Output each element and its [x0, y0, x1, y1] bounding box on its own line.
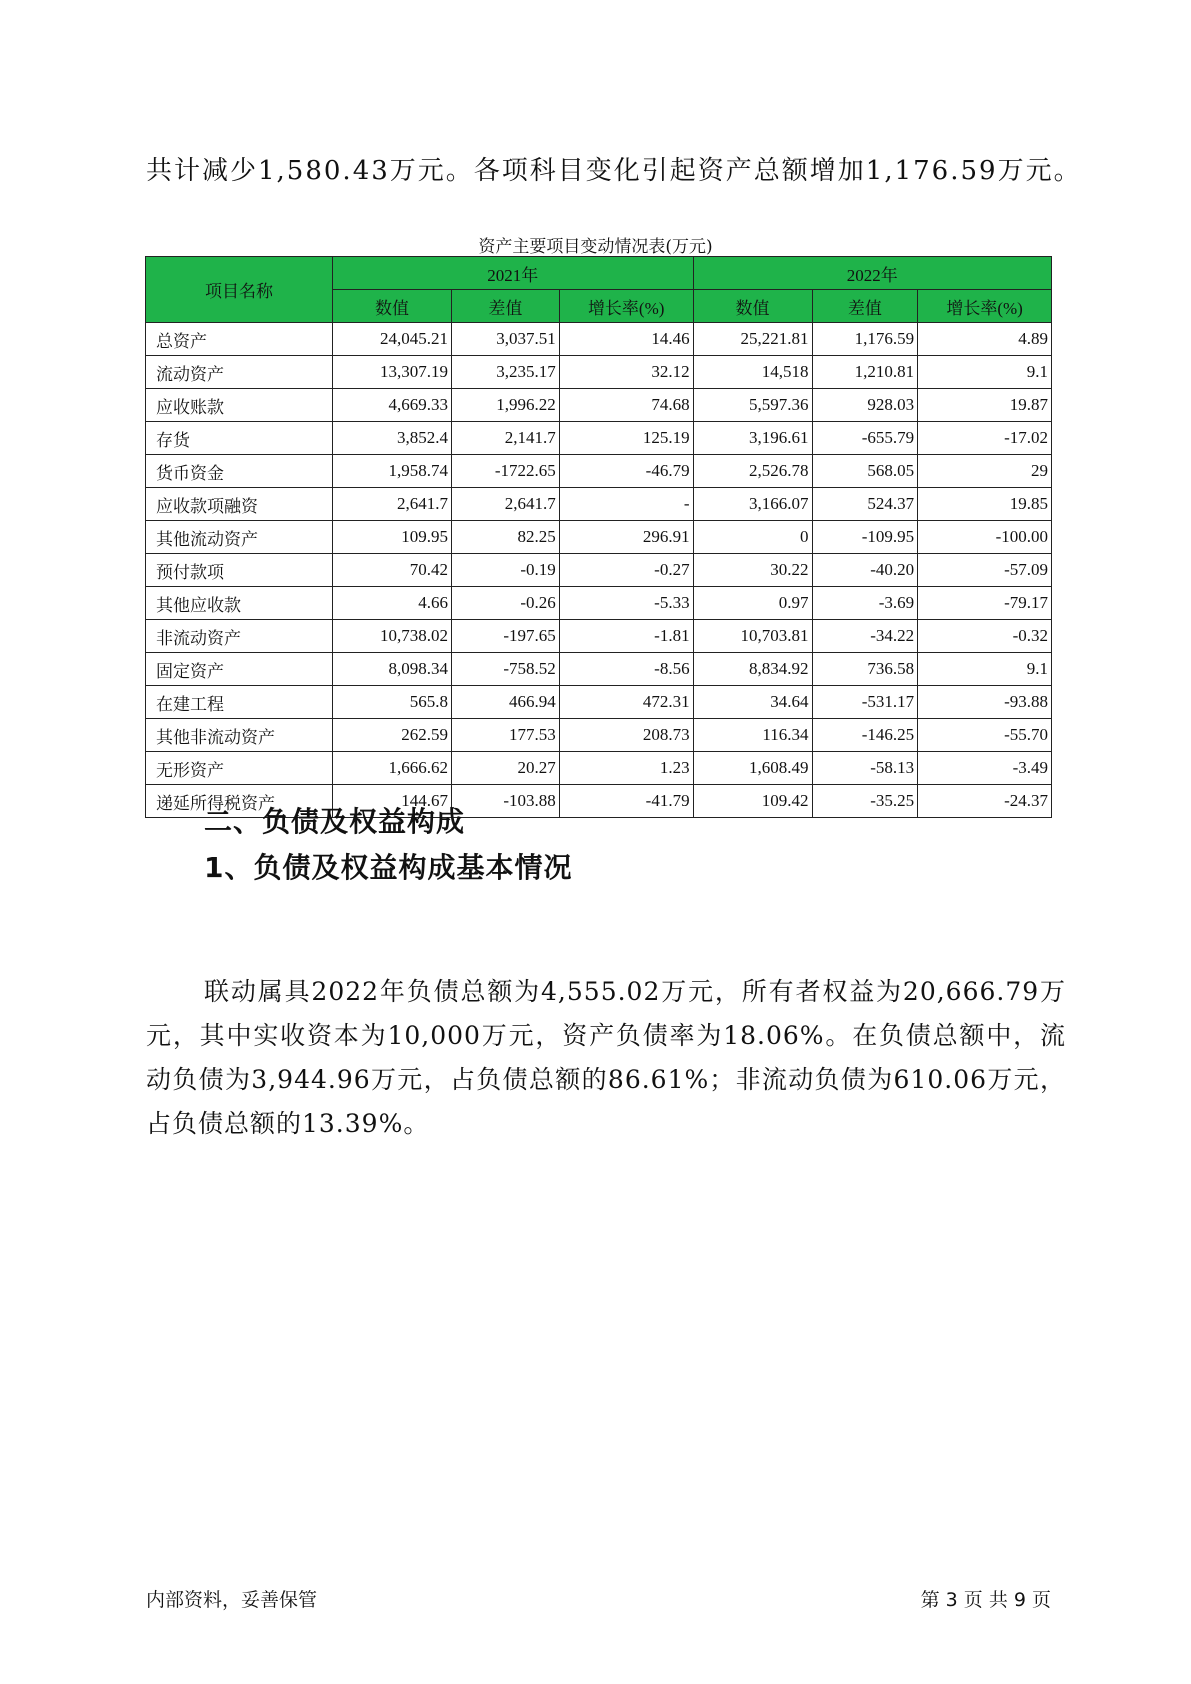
row-value-cell: 34.64	[693, 686, 812, 719]
row-value-cell: 19.87	[918, 389, 1052, 422]
table-row	[146, 389, 1052, 422]
row-value-cell: -0.19	[451, 554, 559, 587]
subheader-diff: 差值	[451, 290, 559, 323]
row-value-cell: 524.37	[812, 488, 918, 521]
row-value-cell: -58.13	[812, 752, 918, 785]
row-value-cell: 32.12	[559, 356, 693, 389]
row-value-cell: -3.49	[918, 752, 1052, 785]
row-value-cell: -1.81	[559, 620, 693, 653]
row-value-cell: 2,141.7	[451, 422, 559, 455]
row-value-cell: -55.70	[918, 719, 1052, 752]
row-value-cell: -	[559, 488, 693, 521]
row-item-name: 其他流动资产	[146, 521, 333, 554]
header-item-name: 项目名称	[146, 257, 333, 323]
row-value-cell: 2,641.7	[451, 488, 559, 521]
section-heading: 二、负债及权益构成	[204, 805, 466, 838]
row-value-cell: 10,703.81	[693, 620, 812, 653]
row-value-cell: -0.26	[451, 587, 559, 620]
row-value-cell: 30.22	[693, 554, 812, 587]
row-item-name: 存货	[146, 422, 333, 455]
row-value-cell: 1.23	[559, 752, 693, 785]
row-item-name: 总资产	[146, 323, 333, 356]
row-value-cell: 5,597.36	[693, 389, 812, 422]
subheader-growth: 增长率(%)	[918, 290, 1052, 323]
row-value-cell: 736.58	[812, 653, 918, 686]
subheader-diff: 差值	[812, 290, 918, 323]
row-value-cell: 177.53	[451, 719, 559, 752]
row-item-name: 预付款项	[146, 554, 333, 587]
body-text	[146, 970, 1066, 1146]
row-value-cell: 1,176.59	[812, 323, 918, 356]
row-value-cell: 4.89	[918, 323, 1052, 356]
row-value-cell: -0.27	[559, 554, 693, 587]
row-value-cell: 472.31	[559, 686, 693, 719]
table-row	[146, 554, 1052, 587]
row-value-cell: -0.32	[918, 620, 1052, 653]
row-value-cell: 144.67	[333, 785, 452, 818]
row-item-name: 流动资产	[146, 356, 333, 389]
subheader-value: 数值	[333, 290, 452, 323]
row-value-cell: 1,666.62	[333, 752, 452, 785]
row-item-name: 固定资产	[146, 653, 333, 686]
row-value-cell: 82.25	[451, 521, 559, 554]
table-row	[146, 719, 1052, 752]
row-value-cell: 9.1	[918, 653, 1052, 686]
row-value-cell: -758.52	[451, 653, 559, 686]
footer-page-number: 第 3 页 共 9 页	[920, 1589, 1051, 1611]
row-value-cell: 25,221.81	[693, 323, 812, 356]
row-value-cell: 74.68	[559, 389, 693, 422]
row-value-cell: 296.91	[559, 521, 693, 554]
subsection-heading: 1、负债及权益构成基本情况	[204, 851, 573, 884]
row-value-cell: -93.88	[918, 686, 1052, 719]
row-value-cell: -34.22	[812, 620, 918, 653]
row-value-cell: 0.97	[693, 587, 812, 620]
table-row	[146, 686, 1052, 719]
table-title: 资产主要项目变动情况表(万元)	[478, 237, 713, 257]
row-value-cell: -17.02	[918, 422, 1052, 455]
row-item-name: 其他非流动资产	[146, 719, 333, 752]
row-value-cell: 0	[693, 521, 812, 554]
row-value-cell: 466.94	[451, 686, 559, 719]
row-value-cell: -79.17	[918, 587, 1052, 620]
row-value-cell: -655.79	[812, 422, 918, 455]
table-row	[146, 752, 1052, 785]
subheader-growth: 增长率(%)	[559, 290, 693, 323]
table-body	[146, 323, 1052, 818]
row-value-cell: 3,235.17	[451, 356, 559, 389]
row-value-cell: 4,669.33	[333, 389, 452, 422]
row-value-cell: -46.79	[559, 455, 693, 488]
row-item-name: 应收账款	[146, 389, 333, 422]
row-value-cell: 2,641.7	[333, 488, 452, 521]
row-value-cell: 125.19	[559, 422, 693, 455]
subheader-value: 数值	[693, 290, 812, 323]
row-value-cell: -41.79	[559, 785, 693, 818]
row-item-name: 应收款项融资	[146, 488, 333, 521]
row-value-cell: 568.05	[812, 455, 918, 488]
row-value-cell: 24,045.21	[333, 323, 452, 356]
table-row	[146, 488, 1052, 521]
row-value-cell: 208.73	[559, 719, 693, 752]
row-value-cell: 20.27	[451, 752, 559, 785]
row-value-cell: 1,996.22	[451, 389, 559, 422]
table-row	[146, 356, 1052, 389]
row-value-cell: 3,852.4	[333, 422, 452, 455]
row-value-cell: 3,166.07	[693, 488, 812, 521]
row-item-name: 货币资金	[146, 455, 333, 488]
row-value-cell: 116.34	[693, 719, 812, 752]
row-value-cell: 262.59	[333, 719, 452, 752]
row-value-cell: 29	[918, 455, 1052, 488]
row-value-cell: 1,608.49	[693, 752, 812, 785]
row-item-name: 递延所得税资产	[146, 785, 333, 818]
table-row	[146, 620, 1052, 653]
row-value-cell: 3,196.61	[693, 422, 812, 455]
row-value-cell: -109.95	[812, 521, 918, 554]
row-value-cell: -103.88	[451, 785, 559, 818]
row-value-cell: -100.00	[918, 521, 1052, 554]
row-value-cell: -1722.65	[451, 455, 559, 488]
row-value-cell: 9.1	[918, 356, 1052, 389]
row-value-cell: 8,098.34	[333, 653, 452, 686]
table-row	[146, 653, 1052, 686]
table-row	[146, 323, 1052, 356]
table-row	[146, 587, 1052, 620]
row-value-cell: -35.25	[812, 785, 918, 818]
row-value-cell: 1,958.74	[333, 455, 452, 488]
row-value-cell: 928.03	[812, 389, 918, 422]
row-value-cell: 3,037.51	[451, 323, 559, 356]
row-value-cell: 14.46	[559, 323, 693, 356]
row-value-cell: 13,307.19	[333, 356, 452, 389]
row-value-cell: 8,834.92	[693, 653, 812, 686]
row-value-cell: -197.65	[451, 620, 559, 653]
row-value-cell: -5.33	[559, 587, 693, 620]
row-item-name: 无形资产	[146, 752, 333, 785]
row-value-cell: -24.37	[918, 785, 1052, 818]
row-value-cell: -3.69	[812, 587, 918, 620]
row-value-cell: -57.09	[918, 554, 1052, 587]
row-item-name: 在建工程	[146, 686, 333, 719]
row-value-cell: 2,526.78	[693, 455, 812, 488]
intro-line: 共计减少1,580.43万元。各项科目变化引起资产总额增加1,176.59万元。	[146, 156, 1082, 186]
row-value-cell: 109.95	[333, 521, 452, 554]
row-value-cell: 1,210.81	[812, 356, 918, 389]
row-value-cell: 10,738.02	[333, 620, 452, 653]
row-value-cell: 14,518	[693, 356, 812, 389]
assets-change-table	[145, 256, 1052, 818]
row-value-cell: -531.17	[812, 686, 918, 719]
header-year-2022: 2022年	[693, 257, 1051, 290]
footer-confidential-note: 内部资料，妥善保管	[146, 1589, 318, 1611]
row-value-cell: 565.8	[333, 686, 452, 719]
row-value-cell: 70.42	[333, 554, 452, 587]
row-value-cell: -8.56	[559, 653, 693, 686]
row-value-cell: 109.42	[693, 785, 812, 818]
row-value-cell: 19.85	[918, 488, 1052, 521]
table-row	[146, 521, 1052, 554]
table-row	[146, 455, 1052, 488]
row-item-name: 非流动资产	[146, 620, 333, 653]
header-year-2021: 2021年	[333, 257, 694, 290]
row-value-cell: 4.66	[333, 587, 452, 620]
row-value-cell: -146.25	[812, 719, 918, 752]
row-value-cell: -40.20	[812, 554, 918, 587]
row-item-name: 其他应收款	[146, 587, 333, 620]
table-row	[146, 422, 1052, 455]
body-paragraph: 联动属具2022年负债总额为4,555.02万元，所有者权益为20,666.79万元，其中实收资本为10,000万元，资产负债率为18.06%。在负债总额中，流动负债为3,944.96万元，占负债总额的86.61%；非流动负债为610.06万元，占负债总额的13.39%。	[146, 977, 1066, 1138]
